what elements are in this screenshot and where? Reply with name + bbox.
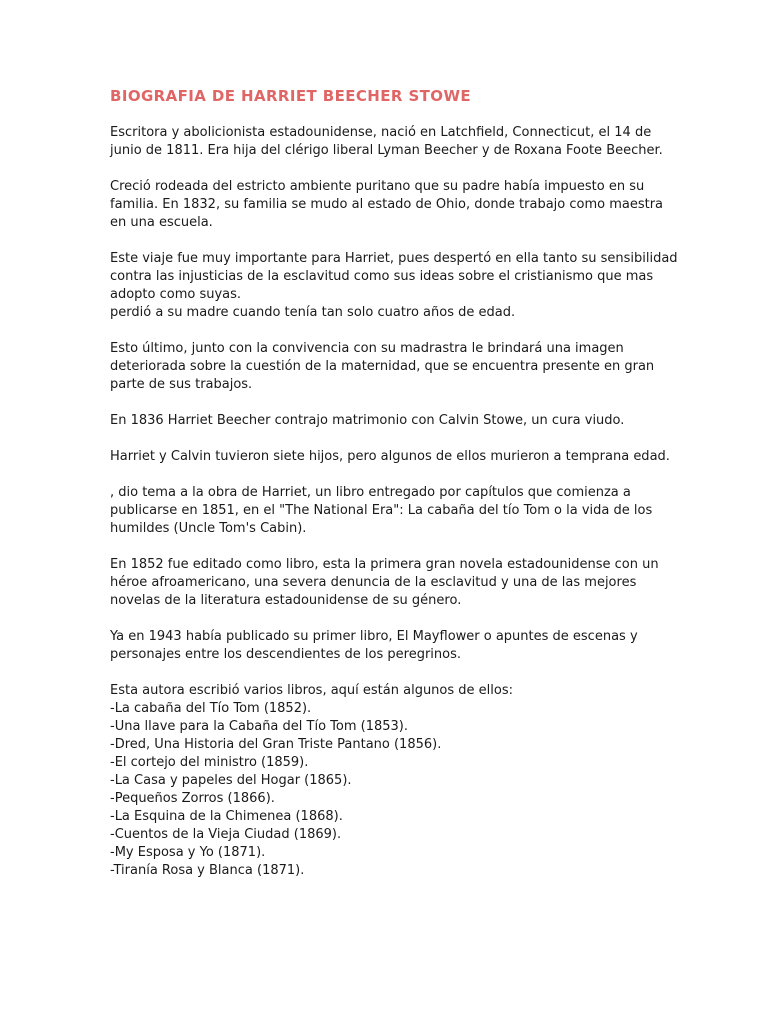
book-item: -Una llave para la Cabaña del Tío Tom (1853). [110,719,409,734]
text-line: en una escuela. [110,215,213,230]
text-line: novelas de la literatura estadounidense de su género. [110,593,462,608]
text-line: Esto último, junto con la convivencia con su madrastra le brindará una imagen [110,341,624,356]
text-line: personajes entre los descendientes de los peregrinos. [110,647,462,662]
paragraph-maternity [110,340,670,394]
text-line: En 1836 Harriet Beecher contrajo matrimonio con Calvin Stowe, un cura viudo. [110,413,625,428]
text-line: familia. En 1832, su familia se mudo al estado de Ohio, donde trabajo como maestra [110,197,664,212]
text-line: Creció rodeada del estricto ambiente puritano que su padre había impuesto en su [110,179,645,194]
text-line: Escritora y abolicionista estadounidense, nació en Latchfield, Connecticut, el 14 de [110,125,652,140]
books-intro: Esta autora escribió varios libros, aquí están algunos de ellos: [110,683,513,698]
text-line: En 1852 fue editado como libro, esta la primera gran novela estadounidense con un [110,557,659,572]
book-item: -My Esposa y Yo (1871). [110,845,266,860]
paragraph-upbringing [110,178,670,232]
text-line: adopto como suyas. [110,287,242,302]
text-line: deteriorada sobre la cuestión de la maternidad, que se encuentra presente en gran [110,359,655,374]
text-line: publicarse en 1851, en el "The National Era": La cabaña del tío Tom o la vida de los [110,503,653,518]
text-line: humildes (Uncle Tom's Cabin). [110,521,307,536]
book-list [110,700,670,880]
books-section [110,682,670,880]
paragraph-uncle-toms-cabin [110,484,670,538]
document-page [110,86,678,880]
paragraph-birth [110,124,670,160]
text-line: Ya en 1943 había publicado su primer libro, El Mayflower o apuntes de escenas y [110,629,638,644]
book-item: -El cortejo del ministro (1859). [110,755,309,770]
book-item: -Cuentos de la Vieja Ciudad (1869). [110,827,342,842]
book-item: -La cabaña del Tío Tom (1852). [110,701,312,716]
text-line: Harriet y Calvin tuvieron siete hijos, pero algunos de ellos murieron a temprana edad. [110,449,670,464]
text-line: perdió a su madre cuando tenía tan solo cuatro años de edad. [110,305,516,320]
document-title: BIOGRAFIA DE HARRIET BEECHER STOWE [110,87,472,105]
book-item: -La Casa y papeles del Hogar (1865). [110,773,352,788]
text-line: Este viaje fue muy importante para Harriet, pues despertó en ella tanto su sensibilidad [110,251,678,266]
book-item: -Dred, Una Historia del Gran Triste Pantano (1856). [110,737,442,752]
book-item: -Pequeños Zorros (1866). [110,791,275,806]
book-item: -La Esquina de la Chimenea (1868). [110,809,343,824]
paragraph-children [110,448,670,466]
book-item: -Tiranía Rosa y Blanca (1871). [110,863,305,878]
paragraph-book-edition [110,556,670,610]
paragraph-journey [110,250,678,322]
text-line: , dio tema a la obra de Harriet, un libro entregado por capítulos que comienza a [110,485,631,500]
paragraph-marriage [110,412,670,430]
text-line: junio de 1811. Era hija del clérigo liberal Lyman Beecher y de Roxana Foote Beecher. [110,143,663,158]
text-line: héroe afroamericano, una severa denuncia de la esclavitud y una de las mejores [110,575,637,590]
text-line: parte de sus trabajos. [110,377,253,392]
paragraph-first-book [110,628,670,664]
text-line: contra las injusticias de la esclavitud como sus ideas sobre el cristianismo que mas [110,269,654,284]
